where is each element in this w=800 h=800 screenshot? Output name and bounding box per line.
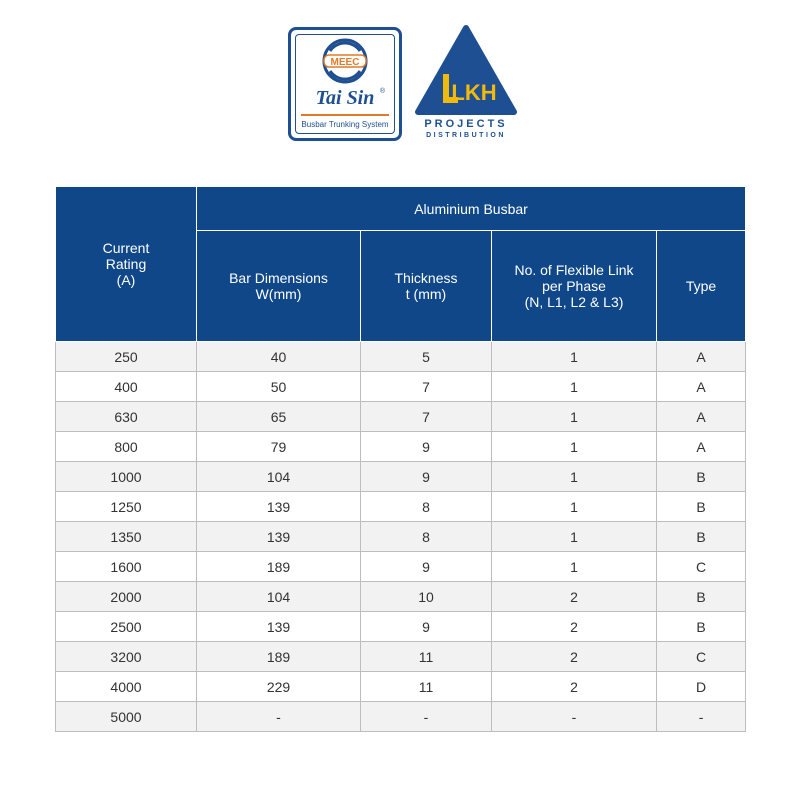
header-thickness: Thickness t (mm) <box>361 231 492 342</box>
table-row <box>56 372 746 402</box>
cell-flexible-link: 2 <box>492 642 657 672</box>
cell-flexible-link: 1 <box>492 492 657 522</box>
table-row <box>56 432 746 462</box>
cell-current-rating: 1350 <box>56 522 197 552</box>
cell-type: - <box>657 702 746 732</box>
cell-current-rating: 400 <box>56 372 197 402</box>
lkh-logo <box>414 24 518 144</box>
header-bar-dimensions: Bar Dimensions W(mm) <box>197 231 361 342</box>
cell-thickness: 8 <box>361 492 492 522</box>
taisin-subtitle: Busbar Trunking System <box>301 120 389 129</box>
table-body <box>56 342 746 732</box>
cell-type: B <box>657 462 746 492</box>
cell-thickness: 11 <box>361 642 492 672</box>
cell-flexible-link: 1 <box>492 372 657 402</box>
cell-thickness: 9 <box>361 552 492 582</box>
cell-bar-dimension: 139 <box>197 492 361 522</box>
cell-bar-dimension: 104 <box>197 462 361 492</box>
cell-bar-dimension: 139 <box>197 612 361 642</box>
header-type: Type <box>657 231 746 342</box>
cell-type: C <box>657 552 746 582</box>
cell-type: B <box>657 492 746 522</box>
table-row <box>56 402 746 432</box>
cell-thickness: 5 <box>361 342 492 372</box>
cell-thickness: 9 <box>361 462 492 492</box>
cell-current-rating: 250 <box>56 342 197 372</box>
cell-flexible-link: 1 <box>492 522 657 552</box>
cell-current-rating: 2500 <box>56 612 197 642</box>
cell-type: C <box>657 642 746 672</box>
cell-bar-dimension: 189 <box>197 642 361 672</box>
table-row <box>56 522 746 552</box>
header-aluminium-busbar: Aluminium Busbar <box>197 187 746 231</box>
cell-flexible-link: 2 <box>492 672 657 702</box>
cell-bar-dimension: 65 <box>197 402 361 432</box>
emblem-text: MEEC <box>330 57 360 68</box>
cell-type: A <box>657 402 746 432</box>
table-row <box>56 492 746 522</box>
lkh-triangle-icon <box>414 24 518 116</box>
lkh-line2: DISTRIBUTION <box>426 132 506 139</box>
cell-type: B <box>657 582 746 612</box>
lkh-line1: PROJECTS <box>424 118 508 130</box>
cell-bar-dimension: 104 <box>197 582 361 612</box>
table-row <box>56 642 746 672</box>
table-row <box>56 612 746 642</box>
cell-flexible-link: 1 <box>492 552 657 582</box>
cell-bar-dimension: 189 <box>197 552 361 582</box>
cell-type: A <box>657 372 746 402</box>
meec-emblem-icon <box>321 37 369 85</box>
cell-flexible-link: 1 <box>492 432 657 462</box>
cell-current-rating: 5000 <box>56 702 197 732</box>
cell-current-rating: 3200 <box>56 642 197 672</box>
cell-bar-dimension: 50 <box>197 372 361 402</box>
cell-thickness: 9 <box>361 432 492 462</box>
cell-bar-dimension: 40 <box>197 342 361 372</box>
table-header <box>56 187 746 342</box>
cell-flexible-link: 2 <box>492 582 657 612</box>
table-row <box>56 672 746 702</box>
cell-bar-dimension: 229 <box>197 672 361 702</box>
table-row <box>56 462 746 492</box>
cell-thickness: 10 <box>361 582 492 612</box>
cell-thickness: 7 <box>361 402 492 432</box>
cell-thickness: 11 <box>361 672 492 702</box>
lkh-mark: LKH <box>451 80 497 105</box>
taisin-name: Tai Sin <box>315 87 375 109</box>
cell-type: A <box>657 432 746 462</box>
cell-current-rating: 4000 <box>56 672 197 702</box>
cell-thickness: 7 <box>361 372 492 402</box>
header-current-rating: Current Rating (A) <box>56 187 197 342</box>
cell-type: B <box>657 522 746 552</box>
cell-type: B <box>657 612 746 642</box>
header-flexible-link: No. of Flexible Link per Phase (N, L1, L2 & L3) <box>492 231 657 342</box>
cell-flexible-link: 1 <box>492 402 657 432</box>
table-row <box>56 582 746 612</box>
table-row <box>56 552 746 582</box>
cell-flexible-link: 1 <box>492 342 657 372</box>
cell-type: A <box>657 342 746 372</box>
cell-bar-dimension: 79 <box>197 432 361 462</box>
cell-thickness: 9 <box>361 612 492 642</box>
cell-thickness: - <box>361 702 492 732</box>
cell-current-rating: 2000 <box>56 582 197 612</box>
cell-current-rating: 800 <box>56 432 197 462</box>
cell-flexible-link: 2 <box>492 612 657 642</box>
cell-bar-dimension: - <box>197 702 361 732</box>
cell-current-rating: 630 <box>56 402 197 432</box>
taisin-logo <box>288 27 402 141</box>
cell-current-rating: 1250 <box>56 492 197 522</box>
busbar-spec-table <box>55 186 746 732</box>
taisin-divider <box>301 114 389 116</box>
table-row <box>56 342 746 372</box>
logo-area <box>0 0 800 160</box>
cell-type: D <box>657 672 746 702</box>
registered-mark: ® <box>379 88 385 95</box>
cell-current-rating: 1600 <box>56 552 197 582</box>
table-row <box>56 702 746 732</box>
cell-thickness: 8 <box>361 522 492 552</box>
cell-flexible-link: - <box>492 702 657 732</box>
cell-flexible-link: 1 <box>492 462 657 492</box>
cell-current-rating: 1000 <box>56 462 197 492</box>
cell-bar-dimension: 139 <box>197 522 361 552</box>
